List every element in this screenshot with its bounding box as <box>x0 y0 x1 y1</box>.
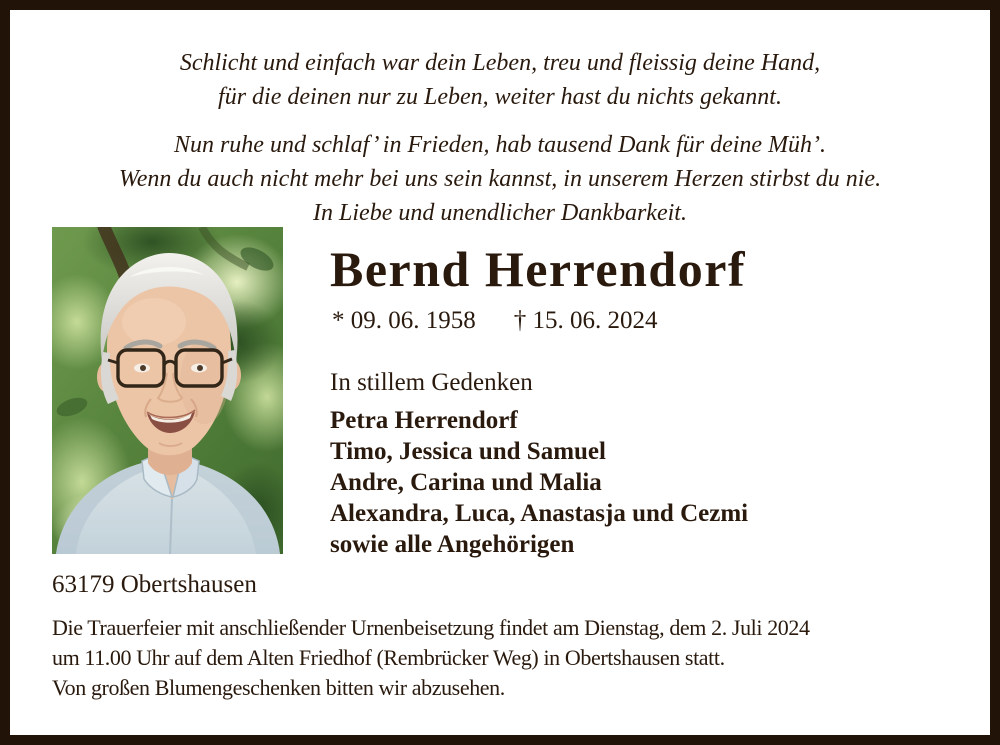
mourner-line: Alexandra, Luca, Anastasja und Cezmi <box>330 500 749 527</box>
mourner-line: Petra Herrendorf <box>330 407 518 434</box>
funeral-info <box>52 613 810 703</box>
poem-stanza <box>10 128 990 230</box>
poem-line: Nun ruhe und schlaf’ in Frieden, hab tausend Dank für deine Müh’. <box>173 132 827 158</box>
poem-line: In Liebe und unendlicher Dankbarkeit. <box>313 200 687 226</box>
funeral-line: um 11.00 Uhr auf dem Alten Friedhof (Rembrücker Weg) in Obertshausen statt. <box>52 645 725 670</box>
mourner-line: sowie alle Angehörigen <box>330 531 575 558</box>
funeral-line: Von großen Blumengeschenken bitten wir abzusehen. <box>52 675 505 700</box>
poem-line: Wenn du auch nicht mehr bei uns sein kannst, in unserem Herzen stirbst du nie. <box>118 166 882 192</box>
poem-line: für die deinen nur zu Leben, weiter hast du nichts gekannt. <box>218 84 782 110</box>
mourner-line: Andre, Carina und Malia <box>330 469 602 496</box>
funeral-line: Die Trauerfeier mit anschließender Urnenbeisetzung findet am Dienstag, dem 2. Juli 2024 <box>52 615 810 640</box>
death-date: † 15. 06. 2024 <box>513 307 658 334</box>
location-text: 63179 Obertshausen <box>52 571 257 598</box>
mourner-line: Timo, Jessica und Samuel <box>330 438 606 465</box>
portrait-photo <box>52 227 283 554</box>
life-dates <box>332 307 658 335</box>
deceased-name: Bernd Herrendorf <box>330 241 747 297</box>
poem-stanza <box>10 46 990 114</box>
birth-date: * 09. 06. 1958 <box>332 307 476 334</box>
memorial-poem <box>10 46 990 244</box>
mourners-list <box>330 405 748 560</box>
memorial-intro: In stillem Gedenken <box>330 369 533 396</box>
poem-line: Schlicht und einfach war dein Leben, treu und fleissig deine Hand, <box>179 50 821 76</box>
